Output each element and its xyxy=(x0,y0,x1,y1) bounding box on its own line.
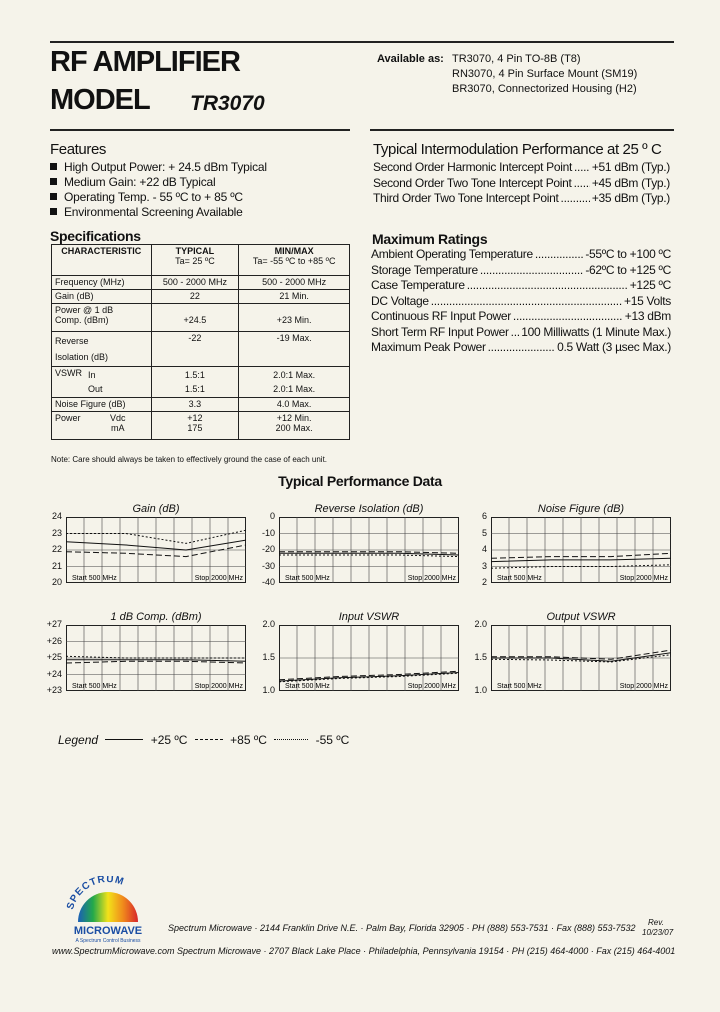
model-number: TR3070 xyxy=(190,92,265,115)
footer-rev: Rev. xyxy=(648,918,664,927)
y-tick-label: 1.0 xyxy=(474,685,487,695)
plot-title: Output VSWR xyxy=(546,611,616,623)
y-tick-label: -20 xyxy=(261,544,275,554)
legend-dashed-line xyxy=(195,739,223,740)
performance-plot xyxy=(279,625,459,691)
y-tick-label: 1.0 xyxy=(262,685,275,695)
table-row: VSWR In Out 1.5:1 1.5:1 2.0:1 Max. 2.0:1 Max. xyxy=(52,367,350,398)
page-title: RF AMPLIFIER xyxy=(50,46,240,78)
y-tick-label: 2.0 xyxy=(474,619,487,629)
start-freq-label: Start 500 MHz xyxy=(72,575,117,582)
y-tick-label: 5 xyxy=(481,527,487,538)
col-characteristic: CHARACTERISTIC xyxy=(52,245,152,276)
stop-freq-label: Stop 2000 MHz xyxy=(619,575,668,582)
start-freq-label: Start 500 MHz xyxy=(285,683,330,690)
y-tick-label: +23 xyxy=(46,685,62,695)
logo-rainbow xyxy=(78,892,138,922)
top-rule xyxy=(50,41,674,43)
table-row: Power Vdc mA +12 175 +12 Min. 200 Max. xyxy=(52,412,350,440)
start-freq-label: Start 500 MHz xyxy=(497,575,542,582)
y-tick-label: -10 xyxy=(261,527,275,538)
intermod-heading: Typical Intermodulation Performance at 25 º C xyxy=(373,141,662,158)
table-row: Noise Figure (dB) 3.3 4.0 Max. xyxy=(52,398,350,412)
performance-plot xyxy=(491,625,671,691)
specs-table xyxy=(51,244,350,440)
available-item: BR3070, Connectorized Housing (H2) xyxy=(452,83,637,95)
legend-s3: -55 ºC xyxy=(315,733,350,747)
y-tick-label: 2 xyxy=(481,577,487,587)
feature-item: Environmental Screening Available xyxy=(50,205,267,220)
legend xyxy=(58,733,349,747)
start-freq-label: Start 500 MHz xyxy=(285,575,330,582)
available-list xyxy=(452,52,637,97)
y-tick-label: 24 xyxy=(51,511,62,521)
intermod-row: Second Order Harmonic Intercept Point ..... +51 dBm (Typ.) xyxy=(373,160,670,176)
y-tick-label: 1.5 xyxy=(474,652,487,662)
intermod-list xyxy=(373,160,670,207)
max-ratings-heading: Maximum Ratings xyxy=(372,231,488,247)
rating-row: Maximum Peak Power ..... 0.5 Watt (3 µsec Max.) xyxy=(371,340,671,356)
stop-freq-label: Stop 2000 MHz xyxy=(407,683,456,690)
plot-title: Gain (dB) xyxy=(132,503,180,515)
rating-row: Case Temperature ..... +125 ºC xyxy=(371,278,671,294)
max-ratings-list xyxy=(371,247,671,356)
plot-title: Input VSWR xyxy=(338,611,400,623)
plot-title: 1 dB Comp. (dBm) xyxy=(110,611,202,623)
y-tick-label: 4 xyxy=(481,544,487,554)
legend-s2: +85 ºC xyxy=(230,733,267,747)
page-title-model: MODEL xyxy=(50,84,150,116)
performance-plot xyxy=(279,517,459,583)
specs-note: Note: Care should always be taken to effectively ground the case of each unit. xyxy=(51,455,328,464)
stop-freq-label: Stop 2000 MHz xyxy=(194,575,243,582)
footer-line1: Spectrum Microwave · 2144 Franklin Drive N.E. · Palm Bay, Florida 32905 · PH (888) 553-7531 · Fax (888) 553-7532 xyxy=(168,923,636,933)
rating-row: Ambient Operating Temperature ..... -55ºC to +100 ºC xyxy=(371,247,671,263)
y-tick-label: +27 xyxy=(46,619,62,629)
table-row: Power @ 1 dB Comp. (dBm) +24.5 +23 Min. xyxy=(52,304,350,332)
performance-heading: Typical Performance Data xyxy=(278,473,442,489)
company-logo xyxy=(62,876,154,948)
rating-row: Storage Temperature ..... -62ºC to +125 ºC xyxy=(371,263,671,279)
features-heading: Features xyxy=(50,141,106,158)
plot-title: Reverse Isolation (dB) xyxy=(314,503,424,515)
legend-solid-line xyxy=(105,739,143,740)
col-minmax: MIN/MAX Ta= -55 ºC to +85 ºC xyxy=(239,245,350,276)
footer-rev-date: 10/23/07 xyxy=(642,928,674,937)
start-freq-label: Start 500 MHz xyxy=(72,683,117,690)
y-tick-label: 6 xyxy=(481,511,487,521)
performance-plot xyxy=(491,517,671,583)
table-row: Frequency (MHz) 500 - 2000 MHz 500 - 2000 MHz xyxy=(52,276,350,290)
y-tick-label: +24 xyxy=(46,668,62,679)
logo-top-text: SPECTRUM xyxy=(65,876,126,911)
specs-heading: Specifications xyxy=(50,228,141,244)
y-tick-label: +26 xyxy=(46,635,62,646)
header-divider-right xyxy=(370,129,674,131)
table-row: Reverse Isolation (dB) -22 -19 Max. xyxy=(52,332,350,367)
rating-row: Continuous RF Input Power ..... +13 dBm xyxy=(371,309,671,325)
y-tick-label: 22 xyxy=(51,544,62,554)
start-freq-label: Start 500 MHz xyxy=(497,683,542,690)
intermod-row: Second Order Two Tone Intercept Point ..... +45 dBm (Typ.) xyxy=(373,176,670,192)
y-tick-label: -30 xyxy=(261,560,275,571)
legend-s1: +25 ºC xyxy=(150,733,188,747)
y-tick-label: 0 xyxy=(269,511,275,521)
logo-sub-text: A Spectrum Control Business xyxy=(75,938,141,944)
y-tick-label: 20 xyxy=(51,577,62,587)
col-typical: TYPICAL Ta= 25 ºC xyxy=(151,245,239,276)
available-label: Available as: xyxy=(377,53,444,65)
y-tick-label: +25 xyxy=(46,652,62,662)
stop-freq-label: Stop 2000 MHz xyxy=(619,683,668,690)
y-tick-label: 2.0 xyxy=(262,619,275,629)
rating-row: DC Voltage ..... +15 Volts xyxy=(371,294,671,310)
legend-dotted-line xyxy=(274,739,308,740)
y-tick-label: 1.5 xyxy=(262,652,275,662)
feature-item: High Output Power: + 24.5 dBm Typical xyxy=(50,160,267,175)
intermod-row: Third Order Two Tone Intercept Point ..... +35 dBm (Typ.) xyxy=(373,191,670,207)
y-tick-label: 21 xyxy=(51,560,62,571)
stop-freq-label: Stop 2000 MHz xyxy=(194,683,243,690)
available-item: TR3070, 4 Pin TO-8B (T8) xyxy=(452,53,581,65)
y-tick-label: 3 xyxy=(481,560,487,571)
features-list xyxy=(50,160,267,220)
y-tick-label: -40 xyxy=(261,577,275,587)
available-item: RN3070, 4 Pin Surface Mount (SM19) xyxy=(452,68,638,80)
header-divider-left xyxy=(50,129,350,131)
y-tick-label: 23 xyxy=(51,527,62,538)
performance-plot xyxy=(66,517,246,583)
legend-label: Legend xyxy=(58,733,99,747)
feature-item: Medium Gain: +22 dB Typical xyxy=(50,175,267,190)
plot-title: Noise Figure (dB) xyxy=(537,503,625,515)
feature-item: Operating Temp. - 55 ºC to + 85 ºC xyxy=(50,190,267,205)
performance-plot xyxy=(66,625,246,691)
footer-line2: www.SpectrumMicrowave.com Spectrum Microwave · 2707 Black Lake Place · Philadelphia, Pennsylvania 19154 · PH (215) 464-4000 · Fax (215) 464-4001 xyxy=(52,946,676,956)
table-row: Gain (dB) 22 21 Min. xyxy=(52,290,350,304)
stop-freq-label: Stop 2000 MHz xyxy=(407,575,456,582)
logo-main-text: MICROWAVE xyxy=(73,925,143,937)
rating-row: Short Term RF Input Power ..... 100 Milliwatts (1 Minute Max.) xyxy=(371,325,671,341)
